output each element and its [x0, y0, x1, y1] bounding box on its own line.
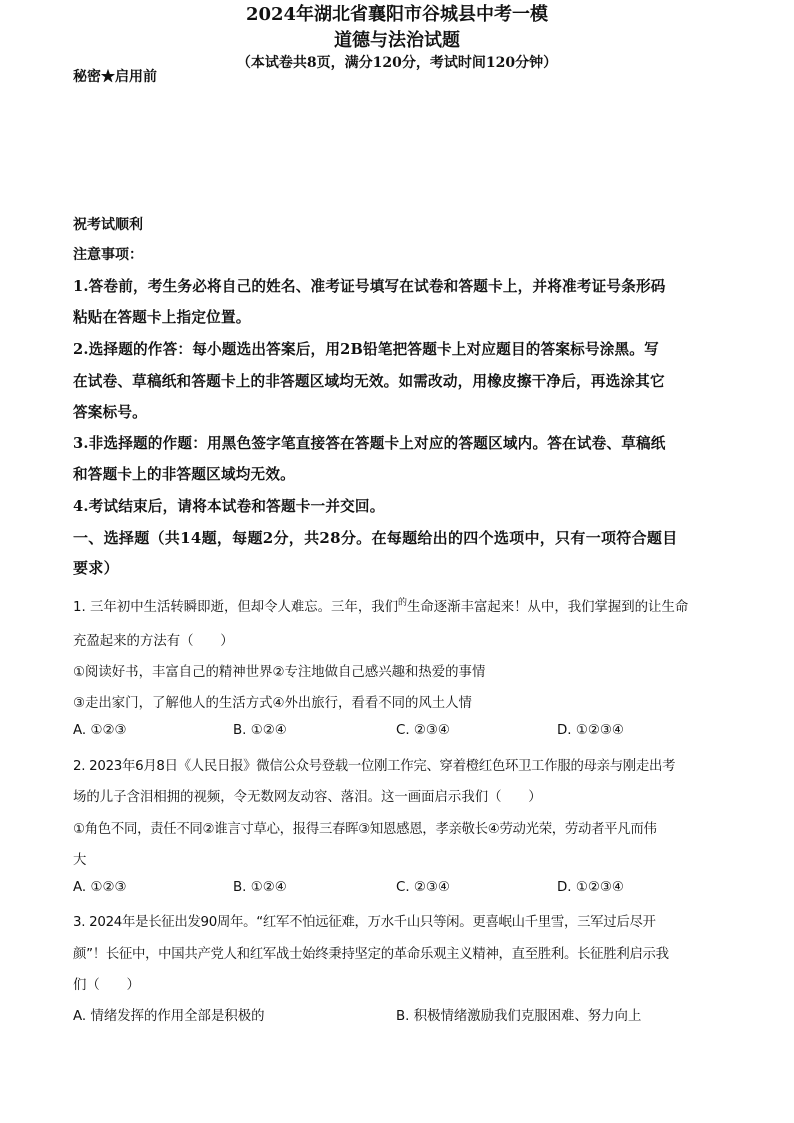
question-2-stem: 场的儿子含泪相拥的视频，令无数网友动容、落泪。这一画面启示我们（ ） — [73, 790, 542, 805]
notice-line: 3.非选择题的作题：用黑色签字笔直接答在答题卡上对应的答题区域内。答在试卷、草稿纸 — [73, 435, 666, 452]
question-1-stem: 充盈起来的方法有（ ） — [73, 634, 234, 649]
question-1-statement: ①阅读好书，丰富自己的精神世界②专注地做自己感兴趣和热爱的事情 — [73, 665, 486, 680]
question-1-option-d: D. ①②③④ — [557, 723, 624, 738]
question-3-stem: 们（ ） — [73, 978, 140, 993]
section-heading: 一、选择题（共14题，每题2分，共28分。在每题给出的四个选项中，只有一项符合题目 — [73, 529, 678, 547]
question-2-statement: ①角色不同，责任不同②谁言寸草心，报得三春晖③知恩感恩，孝亲敬长④劳动光荣，劳动者平凡而伟 — [73, 822, 657, 837]
notice-line: 答案标号。 — [73, 404, 147, 421]
question-1-statement: ③走出家门，了解他人的生活方式④外出旅行，看看不同的风土人情 — [73, 696, 472, 711]
question-2-statement: 大 — [73, 853, 87, 868]
question-text: 生命逐渐丰富起来！从中，我们掌握到的让生命 — [407, 600, 689, 615]
notice-title: 注意事项： — [73, 247, 143, 263]
notice-line: 在试卷、草稿纸和答题卡上的非答题区域均无效。如需改动，用橡皮擦干净后，再选涂其它 — [73, 373, 665, 390]
question-1-option-a: A. ①②③ — [73, 723, 127, 738]
notice-line: 1.答卷前，考生务必将自己的姓名、准考证号填写在试卷和答题卡上，并将准考证号条形码 — [73, 278, 666, 295]
question-1-stem — [73, 596, 688, 615]
section-heading: 要求） — [73, 559, 119, 577]
superscript-char: 的 — [398, 598, 408, 608]
question-2-option-d: D. ①②③④ — [557, 880, 624, 895]
question-2-stem: 2. 2023年6月8日《人民日报》微信公众号登载一位刚工作完、穿着橙红色环卫工作服的母亲与刚走出考 — [73, 759, 676, 774]
notice-line: 4.考试结束后，请将本试卷和答题卡一并交回。 — [73, 498, 385, 515]
question-1-option-b: B. ①②④ — [233, 723, 287, 738]
subject-title: 道德与法治试题 — [334, 30, 460, 51]
exam-title: 2024年湖北省襄阳市谷城县中考一模 — [245, 4, 549, 25]
notice-line: 2.选择题的作答：每小题选出答案后，用2B铅笔把答题卡上对应题目的答案标号涂黑。写 — [73, 341, 659, 358]
question-2-option-b: B. ①②④ — [233, 880, 287, 895]
question-3-option-a: A. 情绪发挥的作用全部是积极的 — [73, 1009, 265, 1024]
question-text: 1. 三年初中生活转瞬即逝，但却令人难忘。三年，我们 — [73, 600, 399, 615]
exam-info: （本试卷共8页，满分120分，考试时间120分钟） — [236, 55, 558, 71]
question-2-option-c: C. ②③④ — [396, 880, 450, 895]
question-3-option-b: B. 积极情绪激励我们克服困难、努力向上 — [396, 1009, 642, 1024]
good-luck: 祝考试顺利 — [73, 217, 143, 233]
question-3-stem: 颜”！长征中，中国共产党人和红军战士始终秉持坚定的革命乐观主义精神，直至胜利。长征胜利启示我 — [73, 947, 669, 962]
notice-line: 和答题卡上的非答题区域均无效。 — [73, 466, 295, 483]
question-2-option-a: A. ①②③ — [73, 880, 127, 895]
notice-line: 粘贴在答题卡上指定位置。 — [73, 309, 251, 326]
question-1-option-c: C. ②③④ — [396, 723, 450, 738]
confidential-label: 秘密★启用前 — [73, 69, 157, 85]
question-3-stem: 3. 2024年是长征出发90周年。“红军不怕远征难，万水千山只等闲。更喜岷山千里雪，三军过后尽开 — [73, 915, 656, 930]
